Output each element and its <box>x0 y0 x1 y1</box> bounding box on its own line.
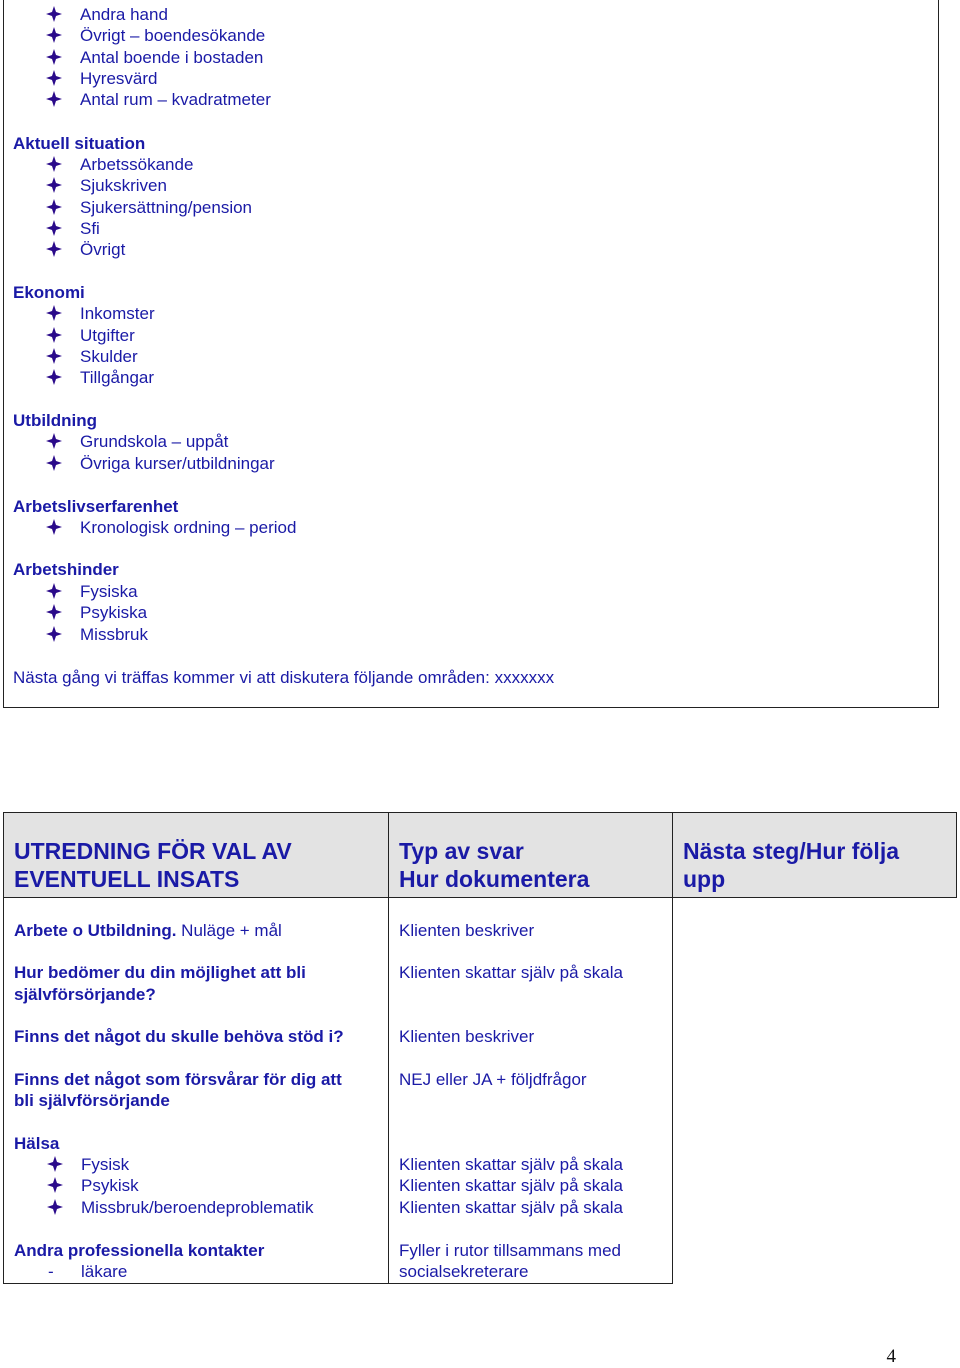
table-cell: Klienten beskriver <box>399 1027 535 1046</box>
header-line: upp <box>683 866 726 892</box>
list-item: Sfi <box>80 219 100 238</box>
table-cell: Finns det något som försvårar för dig att <box>14 1070 342 1089</box>
dash-marker: - <box>48 1262 54 1281</box>
section-heading: Ekonomi <box>13 283 85 302</box>
diamond-bullet-icon <box>46 177 62 193</box>
list-item: Psykiska <box>80 603 148 622</box>
list-item: Utgifter <box>80 326 135 345</box>
diamond-bullet-icon <box>46 241 62 257</box>
list-item-text: läkare <box>81 1262 128 1281</box>
table-cell: bli självförsörjande <box>14 1091 170 1110</box>
table-cell: Finns det något du skulle behöva stöd i? <box>14 1027 344 1046</box>
list-item: Sjukersättning/pension <box>80 198 253 217</box>
table-column-assessment <box>3 898 389 1284</box>
diamond-bullet-icon <box>46 455 62 471</box>
table-cell: Klienten skattar själv på skala <box>399 963 623 982</box>
list-item-text: Missbruk/beroendeproblematik <box>81 1198 314 1217</box>
diamond-bullet-icon <box>46 626 62 642</box>
list-item: Övrigt – boendesökande <box>80 26 266 45</box>
diamond-bullet-icon <box>47 1156 63 1172</box>
assessment-table <box>3 812 957 1284</box>
header-line: Typ av svar <box>399 838 524 864</box>
page-number: 4 <box>886 1346 896 1367</box>
diamond-bullet-icon <box>46 369 62 385</box>
diamond-bullet-icon <box>46 583 62 599</box>
table-cell: Fyller i rutor tillsammans med <box>399 1241 621 1260</box>
header-line: EVENTUELL INSATS <box>14 866 240 892</box>
list-item-text: Fysisk <box>81 1155 130 1174</box>
table-cell: NEJ eller JA + följdfrågor <box>399 1070 587 1089</box>
diamond-bullet-icon <box>46 156 62 172</box>
table-cell <box>14 920 282 941</box>
list-item: Antal rum – kvadratmeter <box>80 90 271 109</box>
list-item: Grundskola – uppåt <box>80 432 229 451</box>
diamond-bullet-icon <box>46 91 62 107</box>
table-cell: Hur bedömer du din möjlighet att bli <box>14 963 306 982</box>
diamond-bullet-icon <box>46 49 62 65</box>
diamond-bullet-icon <box>46 6 62 22</box>
table-header-answer-type <box>388 812 673 898</box>
section-heading: Arbetshinder <box>13 560 119 579</box>
list-item: Övriga kurser/utbildningar <box>80 454 275 473</box>
section-heading: Utbildning <box>13 411 98 430</box>
list-item: Fysiska <box>80 582 138 601</box>
diamond-bullet-icon <box>46 348 62 364</box>
table-column-answer-type <box>388 898 673 1284</box>
table-column-next-step <box>672 898 957 1284</box>
list-item: Kronologisk ordning – period <box>80 518 297 537</box>
diamond-bullet-icon <box>46 220 62 236</box>
diamond-bullet-icon <box>46 305 62 321</box>
list-item: Andra hand <box>80 5 168 24</box>
diamond-bullet-icon <box>46 519 62 535</box>
table-header-assessment <box>3 812 389 898</box>
list-item: Sjukskriven <box>80 176 167 195</box>
section-heading: Aktuell situation <box>13 134 146 153</box>
section-heading: Arbetslivserfarenhet <box>13 497 179 516</box>
cell-text: Nuläge + mål <box>176 921 282 940</box>
list-item: Antal boende i bostaden <box>80 48 264 67</box>
table-cell: självförsörjande? <box>14 985 156 1004</box>
cell-bold-text: Arbete o Utbildning. <box>14 921 177 940</box>
diamond-bullet-icon <box>46 199 62 215</box>
diamond-bullet-icon <box>46 27 62 43</box>
next-meeting-text: Nästa gång vi träffas kommer vi att diskutera följande områden: xxxxxxx <box>13 668 555 687</box>
header-line: UTREDNING FÖR VAL AV <box>14 838 292 864</box>
diamond-bullet-icon <box>46 433 62 449</box>
table-cell: Klienten skattar själv på skala <box>399 1155 623 1174</box>
header-line: Hur dokumentera <box>399 866 590 892</box>
list-item: Arbetssökande <box>80 155 194 174</box>
header-line: Nästa steg/Hur följa <box>683 838 899 864</box>
table-cell: Klienten beskriver <box>399 921 535 940</box>
diamond-bullet-icon <box>46 604 62 620</box>
table-cell: Klienten skattar själv på skala <box>399 1198 623 1217</box>
list-item: Skulder <box>80 347 138 366</box>
diamond-bullet-icon <box>46 70 62 86</box>
diamond-bullet-icon <box>47 1177 63 1193</box>
list-item: Tillgångar <box>80 368 155 387</box>
diamond-bullet-icon <box>47 1199 63 1215</box>
table-cell: socialsekreterare <box>399 1262 529 1281</box>
list-item-text: Psykisk <box>81 1176 139 1195</box>
list-item: Övrigt <box>80 240 126 259</box>
table-cell: Andra professionella kontakter <box>14 1241 265 1260</box>
list-item: Inkomster <box>80 304 155 323</box>
list-item: Hyresvärd <box>80 69 158 88</box>
table-cell: Klienten skattar själv på skala <box>399 1176 623 1195</box>
diamond-bullet-icon <box>46 327 62 343</box>
list-item: Missbruk <box>80 625 149 644</box>
table-cell: Hälsa <box>14 1134 60 1153</box>
table-header-next-step <box>672 812 957 898</box>
